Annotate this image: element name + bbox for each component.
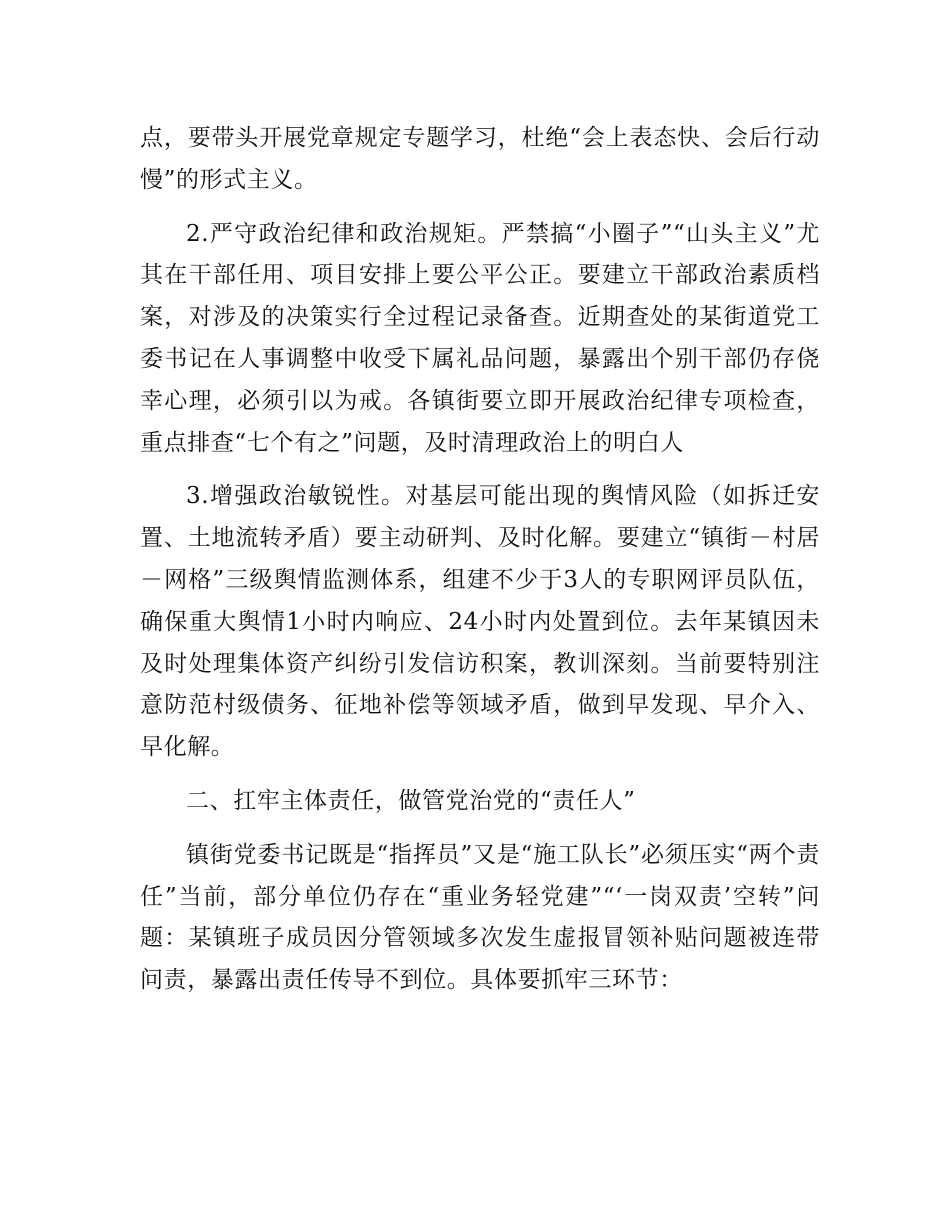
paragraph-political-discipline: 2.严守政治纪律和政治规矩。严禁搞“小圈子”“山头主义”尤其在干部任用、项目安排上要公平公正。要建立干部政治素质档案，对涉及的决策实行全过程记录备查。近期查处的某街道党工委书记在人事调整中收受下属礼品问题，暴露出个别干部仍存侥幸心理，必须引以为戒。各镇街要立即开展政治纪律专项检查，重点排查“七个有之”问题，及时清理政治上的明白人	[140, 220, 820, 456]
document-body	[140, 118, 820, 1014]
section-heading-responsibility: 二、扛牢主体责任，做管党治党的“责任人”	[186, 787, 636, 814]
paragraph-political-sensitivity: 3.增强政治敏锐性。对基层可能出现的舆情风险（如拆迁安置、土地流转矛盾）要主动研判、及时化解。要建立“镇街－村居－网格”三级舆情监测体系，组建不少于3人的专职网评员队伍，确保重大舆情1小时内响应、24小时内处置到位。去年某镇因未及时处理集体资产纠纷引发信访积案，教训深刻。当前要特别注意防范村级债务、征地补偿等领域矛盾，做到早发现、早介入、早化解。	[140, 483, 820, 761]
paragraph-responsibility: 镇街党委书记既是“指挥员”又是“施工队长”必须压实“两个责任”当前，部分单位仍存在“重业务轻党建”“‘一岗双责’空转”问题：某镇班子成员因分管领域多次发生虚报冒领补贴问题被连带问责，暴露出责任传导不到位。具体要抓牢三环节：	[140, 841, 820, 994]
paragraph-continuation: 点，要带头开展党章规定专题学习，杜绝“会上表态快、会后行动慢”的形式主义。	[140, 125, 820, 193]
